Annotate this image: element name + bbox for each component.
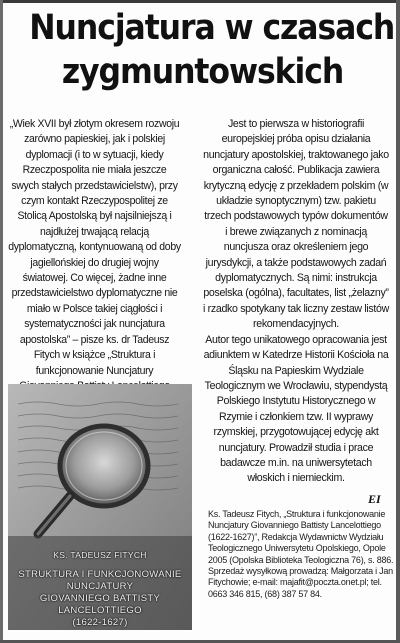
article-left-column xyxy=(8,117,181,410)
author-signature: EI xyxy=(368,492,381,506)
book-cover-title-line-2: NUNCJATURY xyxy=(66,581,134,592)
right-column-paragraph-2: Autor tego unikatowego opracowania jest adiunktem w Katedrze Historii Kościoła na Śląsku na Papieskim Wydziale Teologicznym we Wrocławiu, stypendystą Polskiego Instytutu Historycznego w Rzymie i członkiem tzw. II wyprawy rzymskiej, przygotowującej edycję akt nuncjatury. Prowadził studia i prace badawcze m.in. na uniwersytetach włoskich i niemieckim. xyxy=(203,333,389,485)
bibliography-text: Ks. Tadeusz Fitych, „Struktura i funkcjonowanie Nuncjatury Giovanniego Battisty Lancelottiego (1622-1627)”, Redakcja Wydawnictw Wydziału Teologicznego Uniwersytetu Opolskiego, Opole 2005 (Opolska Biblioteka Teologiczna 76), s. 886. xyxy=(208,509,394,565)
book-cover-photo xyxy=(8,384,192,630)
clipping-border-left xyxy=(0,0,3,643)
article-headline xyxy=(29,6,395,94)
book-cover-title xyxy=(8,569,192,629)
clipping-border-right xyxy=(396,0,400,643)
sales-info-text: Sprzedaż wysyłkową prowadzą: Małgorzata i Jan Fitychowie; e-mail: majafit@poczta.onet.pl; tel. 0663 346 815, (68) 387 57 84. xyxy=(208,566,393,599)
article-right-column xyxy=(202,117,390,487)
book-cover-title-line-4: (1622-1627) xyxy=(72,617,128,628)
book-cover-title-line-1: STRUKTURA I FUNKCJONOWANIE xyxy=(18,569,182,580)
clipping-border-top xyxy=(0,0,400,3)
headline-line-2: zygmuntowskich xyxy=(61,52,344,92)
left-column-text: „Wiek XVII był złotym okresem rozwoju zarówno papieskiej, jak i polskiej dyplomacji (i to w sytuacji, kiedy Rzeczpospolita nie miała jeszcze swych stałych przedstawicielstw), przy czym kontakt Rzeczypospolitej ze Stolicą Apostolską był najsilniejszą i najdłużej trwającą relacją dyplomatyczną, kontynuowaną od doby jagiellońskiej do drugiej wojny światowej. Co więcej, żadne inne przedstawicielstwo dyplomatyczne nie miało w Polsce takiej ciągłości i systematyczności jak nuncjatura apostolska” – pisze ks. dr Tadeusz Fitych w książce „Struktura i funkcjonowanie Nuncjatury xyxy=(8,118,181,377)
right-column-paragraph-1: Jest to pierwsza w historiografii europejskiej próba opisu działania nuncjatury apostolskiej, traktowanego jako organiczna całość. Publikacja zawiera krytyczną edycję z przekładem polskim (w układzie synoptycznym) tzw. pakietu trzech podstawowych typów dokumentów i brewe związanych z nominacją nuncjusza oraz określeniem jego jurysdykcji, a także podstawowych zadań dyplomatycznych. Są nimi: instrukcja poselska (ogólna), facultates, list „żelazny” i rzadko spotykany tak liczny zestaw listów rekomendacyjnych. xyxy=(203,118,389,331)
headline-line-1: Nuncjatura w czasach xyxy=(29,8,395,48)
book-cover-title-line-3: GIOVANNIEGO BATTISTY LANCELOTTIEGO xyxy=(39,593,161,616)
book-cover-author: KS. TADEUSZ FITYCH xyxy=(53,550,147,560)
bibliography-note xyxy=(208,509,394,600)
